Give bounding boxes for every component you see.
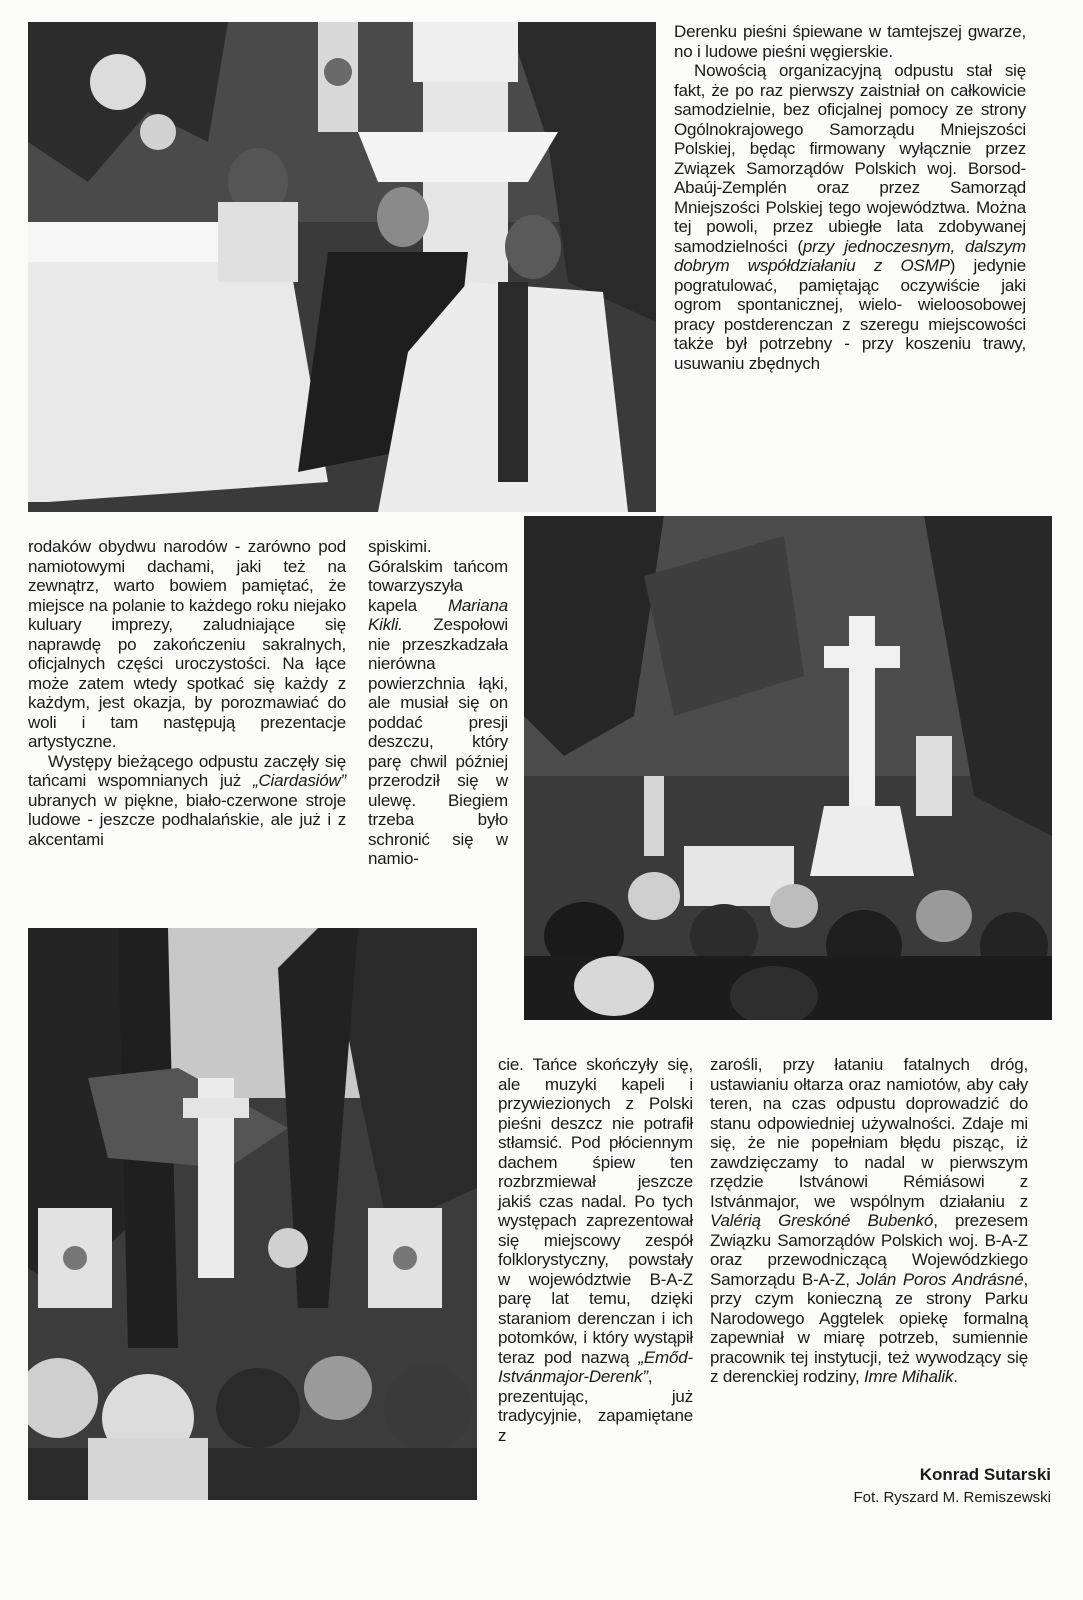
photo-altar-priests-image xyxy=(28,22,656,512)
photo-credit: Fot. Ryszard M. Remiszewski xyxy=(853,1489,1051,1506)
photo-banners-cross-image xyxy=(28,928,477,1500)
text-column-mid-left xyxy=(28,537,346,849)
text-column-bottom-right xyxy=(710,1055,1028,1387)
paragraph: Nowością organizacyjną odpustu stał się fakt, że po raz pierwszy zaistniał on całkowicie samodzielnie, bez oficjalnej pomocy ze strony Ogólnokrajowego Samorządu Mniejszości Polskiej, będąc firmowany wyłącznie przez Związek Samorządów Polskich woj. Borsod-Abaúj-Zemplén oraz przez Samorząd Mniejszości Polskiej tego województwa. Można tej powoli, przez ubiegłe lata zdobywanej samodzielności (przy jednoczesnym, dalszym dobrym współdziałaniu z OSMP) jedynie pogratulować, pamiętając oczywiście jaki ogrom spontanicznej, wielo- wieloosobowej pracy postderenczan z szeregu miejscowości także był potrzebny - przy koszeniu trawy, usuwaniu zbędnych xyxy=(674,61,1026,373)
photo-banners-cross xyxy=(28,928,477,1500)
paragraph-continued: cie. Tańce skończyły się, ale muzyki kapeli i przywiezionych z Polski pieśni deszcz nie potrafił stłamsić. Pod płóciennym dachem śpiew ten rozbrzmiewał jeszcze jakiś czas nadal. Po tych występach zaprezentował się miejscowy zespół folklorystyczny, powstały w województwie B-A-Z parę lat temu, dzięki staraniom derenczan i ich potomków, i który wystąpił teraz pod nazwą „Emőd-Istvánmajor-Derenk”, prezentując, już tradycyjnie, zapamiętane z xyxy=(498,1055,693,1445)
photo-cross-crowd-image xyxy=(524,516,1052,1020)
signature-block xyxy=(853,1465,1051,1506)
paragraph-continued: rodaków obydwu narodów - zarówno pod namiotowymi dachami, jaki też na zewnątrz, warto bowiem pamiętać, że miejsce na polanie to każdego roku niejako kuluary imprezy, zaludniające się naprawdę po zakończeniu sakralnych, oficjalnych części uroczystości. Na łące może zatem wtedy spotkać się każdy z każdym, jest okazja, by porozmawiać do woli i tam następują prezentacje artystyczne. xyxy=(28,537,346,751)
paragraph-continued: Derenku pieśni śpiewane w tamtejszej gwarze, no i ludowe pieśni węgierskie. xyxy=(674,22,1026,61)
photo-altar-priests xyxy=(28,22,656,512)
author-name: Konrad Sutarski xyxy=(919,1465,1051,1484)
text-column-mid-center xyxy=(368,537,508,869)
paragraph-continued: spiskimi. Góralskim tańcom towarzyszyła kapela Mariana Kikli. Zespołowi nie przeszkadzała nierówna powierzchnia łąki, ale musiał się on poddać presji deszczu, który parę chwil później przerodził się w ulewę. Biegiem trzeba było schronić się w namio- xyxy=(368,537,508,868)
photo-cross-crowd xyxy=(524,516,1052,1020)
text-column-bottom-center xyxy=(498,1055,693,1445)
paragraph-continued: zarośli, przy łataniu fatalnych dróg, ustawianiu ołtarza oraz namiotów, aby cały teren, na czas odpustu doprowadzić do stanu odpowiedniej używalności. Zdaje mi się, że nie popełniam błędu pisząc, iż zawdzięczamy to nadal w pierwszym rzędzie Istvánowi Rémiásowi z Istvánmajor, we wspólnym działaniu z Valérią Greskóné Bubenkó, prezesem Związku Samorządów Polskich woj. B-A-Z oraz przewodniczącą Wojewódzkiego Samorządu B-A-Z, Jolán Poros Andrásné, przy czym konieczną ze strony Parku Narodowego Aggtelek opiekę formalną zapewniał w miarę potrzeb, sumiennie pracownik tej instytucji, też wywodzący się z derenckiej rodziny, Imre Mihalik. xyxy=(710,1055,1029,1386)
paragraph: Występy bieżącego odpustu zaczęły się tańcami wspomnianych już „Ciardasiów” ubranych w piękne, biało-czerwone stroje ludowe - jeszcze podhalańskie, ale już i z akcentami xyxy=(28,751,346,849)
text-column-top-right xyxy=(674,22,1026,373)
